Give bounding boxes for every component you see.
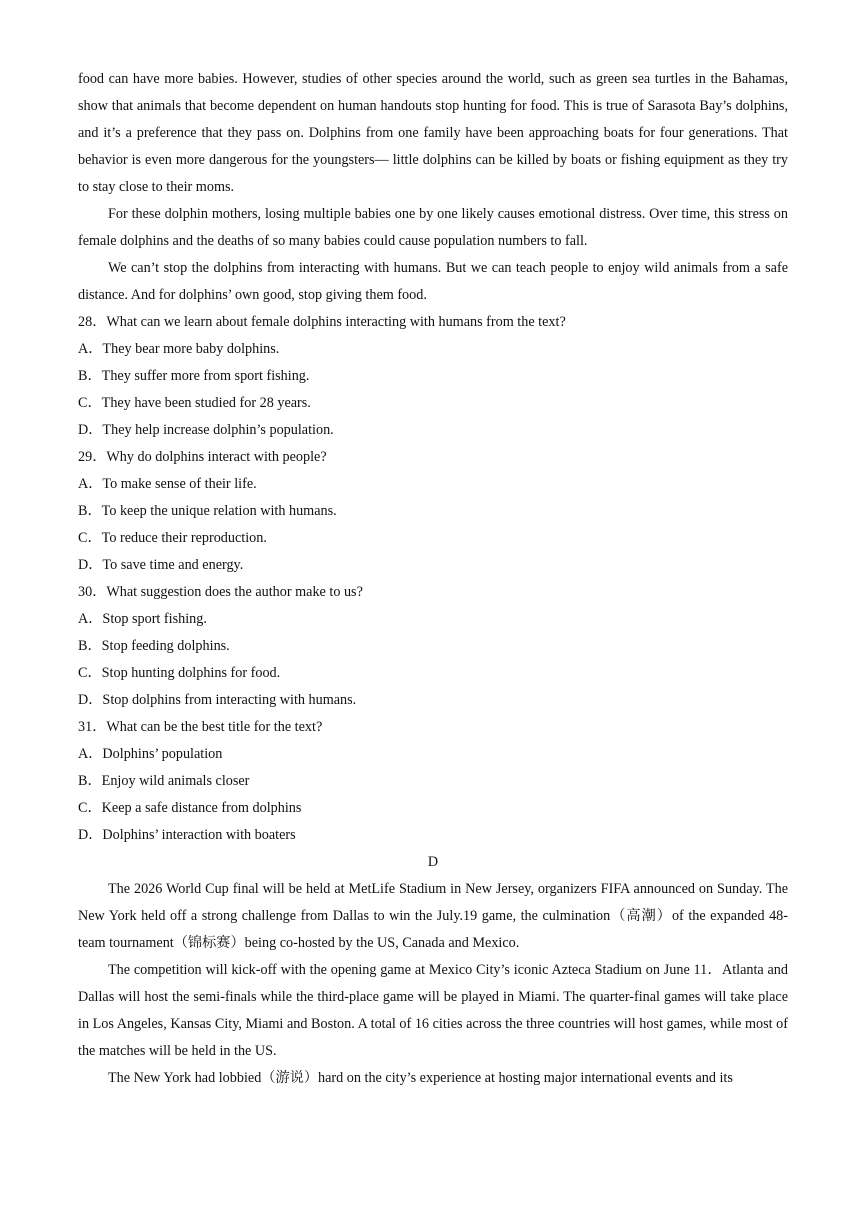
question-option: C．Keep a safe distance from dolphins [78, 800, 302, 816]
question-stem: 29．Why do dolphins interact with people? [78, 449, 327, 465]
passage-paragraph: The competition will kick-off with the opening game at Mexico City’s iconic Azteca Stadium on June 11．Atlanta and Dallas will host the semi-finals while the third-place game will be played in Miami. The quarter-final games will take place in Los Angeles, Kansas City, Miami and Boston. A total of 16 cities across the three countries will host games, while most of the matches will be held in the US. [78, 962, 788, 1059]
question-option: C．To reduce their reproduction. [78, 530, 267, 546]
section-heading: D [427, 854, 439, 870]
question-option: A．To make sense of their life. [78, 476, 257, 492]
question-option: C．Stop hunting dolphins for food. [78, 665, 281, 681]
question-option: A．Stop sport fishing. [78, 611, 207, 627]
question-option: B．To keep the unique relation with humans. [78, 503, 337, 519]
question-option: D．They help increase dolphin’s population. [78, 422, 334, 438]
question-option: B．Enjoy wild animals closer [78, 773, 250, 789]
question-option: C．They have been studied for 28 years. [78, 395, 311, 411]
question-stem: 28．What can we learn about female dolphins interacting with humans from the text? [78, 314, 566, 330]
question-stem: 30．What suggestion does the author make to us? [78, 584, 363, 600]
question-option: B．They suffer more from sport fishing. [78, 368, 310, 384]
question-option: B．Stop feeding dolphins. [78, 638, 230, 654]
passage-paragraph: We can’t stop the dolphins from interacting with humans. But we can teach people to enjoy wild animals from a safe distance. And for dolphins’ own good, stop giving them food. [78, 260, 788, 303]
passage-paragraph: The 2026 World Cup final will be held at MetLife Stadium in New Jersey, organizers FIFA announced on Sunday. The New York held off a strong challenge from Dallas to win the July.19 game, the culmination（高潮）of the expanded 48-team tournament（锦标赛）being co-hosted by the US, Canada and Mexico. [78, 881, 788, 951]
passage-paragraph: The New York had lobbied（游说）hard on the city’s experience at hosting major international events and its [108, 1070, 733, 1086]
passage-paragraph: For these dolphin mothers, losing multiple babies one by one likely causes emotional distress. Over time, this stress on female dolphins and the deaths of so many babies could cause population numbers to fall. [78, 206, 788, 249]
question-option: D．Dolphins’ interaction with boaters [78, 827, 296, 843]
question-stem: 31．What can be the best title for the text? [78, 719, 323, 735]
question-option: A．Dolphins’ population [78, 746, 223, 762]
question-option: A．They bear more baby dolphins. [78, 341, 280, 357]
passage-paragraph: food can have more babies. However, studies of other species around the world, such as green sea turtles in the Bahamas, show that animals that become dependent on human handouts stop hunting for food. This is true of Sarasota Bay’s dolphins, and it’s a preference that they pass on. Dolphins from one family have been approaching boats for four generations. That behavior is even more dangerous for the youngsters— little dolphins can be killed by boats or fishing equipment as they try to stay close to their moms. [78, 71, 788, 195]
question-option: D．To save time and energy. [78, 557, 244, 573]
question-option: D．Stop dolphins from interacting with humans. [78, 692, 357, 708]
document-page [78, 66, 788, 1092]
